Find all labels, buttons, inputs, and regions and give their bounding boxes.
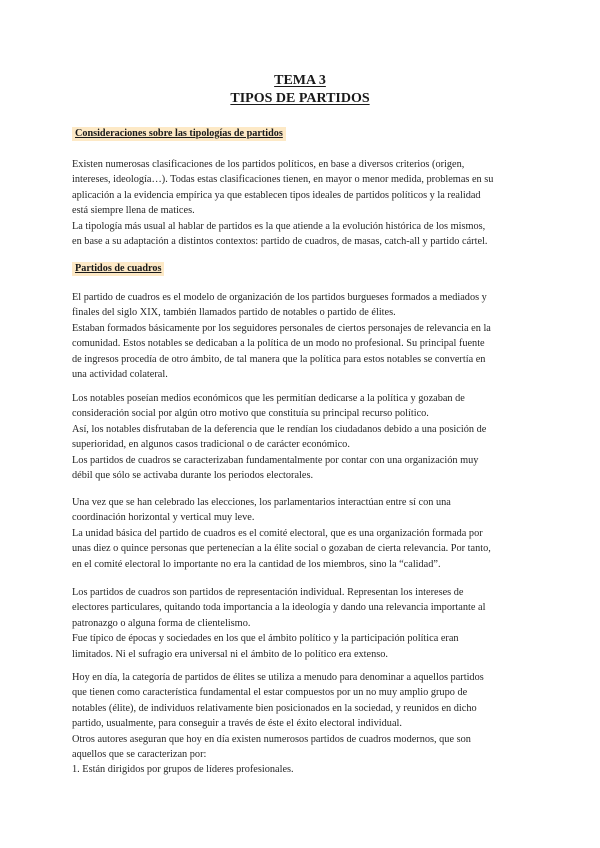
paragraph [72, 391, 532, 483]
paragraph [72, 585, 532, 662]
text-line: La tipología más usual al hablar de partidos es la que atiende a la evolución histórica de los mismos, [72, 220, 486, 232]
text-line: patronazgo o alguna forma de clientelismo. [72, 617, 251, 629]
text-line: en base a su adaptación a distintos contextos: partido de cuadros, de masas, catch-all y partido cártel. [72, 236, 488, 248]
text-line: Estaban formados básicamente por los seguidores personales de ciertos personajes de relevancia en la [72, 322, 491, 334]
text-line: Los partidos de cuadros se caracterizaban fundamentalmente por contar con una organización muy [72, 454, 479, 466]
text-line: intereses, ideología…). Todas estas clasificaciones tienen, en mayor o menor medida, problemas en su [72, 174, 494, 186]
text-line: que tienen como característica fundamental el estar compuestos por un no muy amplio grupo de [72, 687, 468, 699]
text-line: comunidad. Estos notables se dedicaban a la política de un modo no profesional. Su principal fuente [72, 338, 485, 350]
section-heading: Consideraciones sobre las tipologías de partidos [72, 127, 286, 141]
text-line: electores particulares, quitando toda importancia a la ideología y dando una relevancia importante al [72, 602, 486, 614]
text-line: en el comité electoral lo importante no era la cantidad de los miembros, sino la “calidad”. [72, 558, 441, 570]
text-line: Existen numerosas clasificaciones de los partidos políticos, en base a diversos criterios (origen, [72, 159, 465, 170]
text-line: Los notables poseían medios económicos que les permitían dedicarse a la política y gozaban de [72, 393, 465, 404]
document-title [0, 72, 600, 108]
title-line-1: TEMA 3 [274, 73, 326, 88]
section-heading: Partidos de cuadros [72, 262, 164, 276]
text-line: 1. Están dirigidos por grupos de líderes profesionales. [72, 764, 294, 776]
text-line: consideración social por algún otro motivo que constituía su principal recurso político. [72, 408, 429, 420]
text-line: partido, usualmente, para conseguir a través de éste el éxito electoral individual. [72, 718, 402, 730]
title-line-2: TIPOS DE PARTIDOS [230, 91, 370, 106]
paragraph [72, 290, 532, 382]
text-line: Otros autores aseguran que hoy en día existen numerosos partidos de cuadros modernos, que son [72, 733, 471, 745]
text-line: aplicación a la evidencia empírica ya que establecen tipos ideales de partidos políticos y la realidad [72, 189, 481, 201]
text-line: de ingresos procedía de otro ámbito, de tal manera que la política para estos notables se convertía en [72, 353, 486, 365]
text-line: finales del siglo XIX, también llamados partido de notables o partido de élites. [72, 307, 396, 319]
text-line: débil que sólo se activaba durante los periodos electorales. [72, 470, 314, 482]
paragraph [72, 495, 532, 572]
text-line: está siempre llena de matices. [72, 205, 195, 217]
text-line: Hoy en día, la categoría de partidos de élites se utiliza a menudo para denominar a aquellos partidos [72, 672, 484, 683]
paragraph [72, 670, 532, 778]
text-line: El partido de cuadros es el modelo de organización de los partidos burgueses formados a mediados y [72, 292, 487, 303]
text-line: unas diez o quince personas que pertenecían a la élite social o gozaban de cierta relevancia. Por tanto, [72, 543, 491, 555]
text-line: coordinación horizontal y vertical muy leve. [72, 512, 255, 524]
text-line: limitados. Ni el sufragio era universal ni el ámbito de lo político era extenso. [72, 648, 388, 660]
text-line: aquellos que se caracterizan por: [72, 749, 207, 761]
text-line: Fue típico de épocas y sociedades en los que el ámbito político y la participación política eran [72, 633, 459, 645]
text-line: una actividad colateral. [72, 369, 168, 381]
text-line: Los partidos de cuadros son partidos de representación individual. Representan los intereses de [72, 587, 464, 598]
text-line: Así, los notables disfrutaban de la deferencia que le rendían los ciudadanos debido a una posición de [72, 423, 487, 435]
text-line: Una vez que se han celebrado las elecciones, los parlamentarios interactúan entre sí con una [72, 497, 451, 508]
paragraph [72, 157, 532, 249]
text-line: notables (élite), de individuos relativamente bien posicionados en la sociedad, y reunidos en dicho [72, 702, 477, 714]
text-line: La unidad básica del partido de cuadros es el comité electoral, que es una organización formada por [72, 527, 483, 539]
text-line: superioridad, en algunos casos tradicional o de carácter económico. [72, 439, 350, 451]
